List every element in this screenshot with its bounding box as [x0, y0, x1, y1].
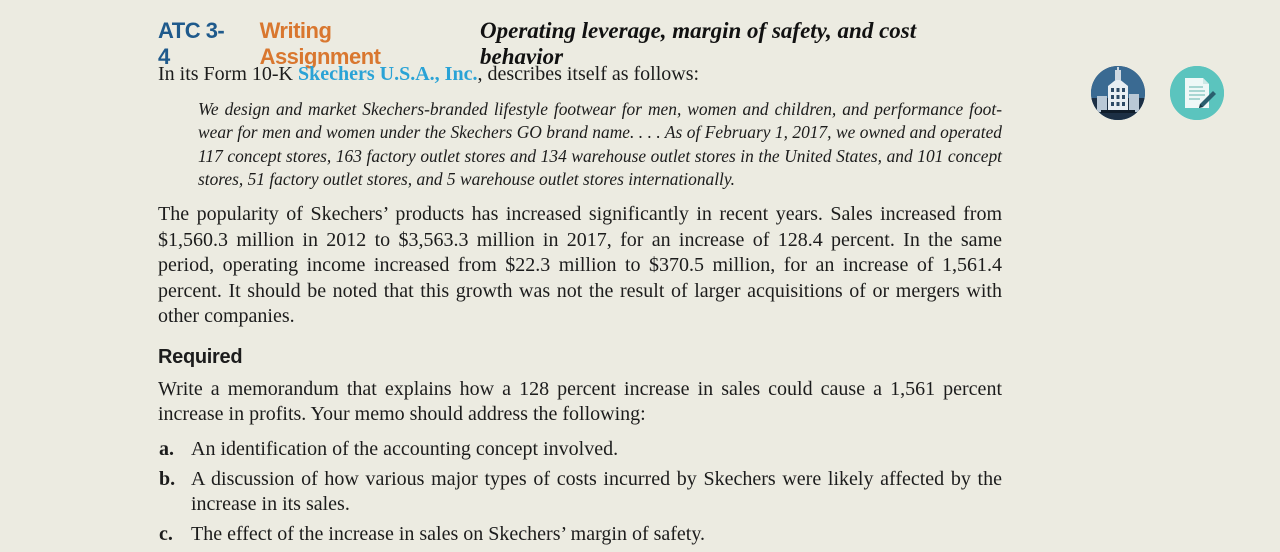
requirement-list — [158, 437, 1002, 547]
task-description: Write a memorandum that explains how a 128 percent increase in sales could cause a 1,561 percent increase in profits. Your memo should address the following: — [158, 377, 1002, 425]
list-item — [158, 467, 1002, 517]
assignment-type: Writing Assignment — [259, 18, 381, 69]
list-item-label: a. — [159, 437, 174, 460]
intro-after: , describes itself as follows: — [477, 63, 700, 85]
intro-before: In its Form 10-K — [158, 63, 298, 85]
list-item-text: The effect of the increase in sales on Skechers’ margin of safety. — [191, 522, 706, 545]
assignment-code: ATC 3-4 — [158, 18, 225, 69]
context-paragraph: The popularity of Skechers’ products has increased significantly in recent years. Sales increased from $1,560.3 million in 2012 to $3,563.3 million in 2017, for an increase of 128.4 percent. In the same period, operating income increased from $22.3 million to $370.5 million, for an increase of 1,561.4 percent. It should be noted that this growth was not the result of larger acquisitions of or mergers with other companies. — [158, 203, 1002, 328]
list-item — [158, 437, 1002, 462]
list-item-text: A discussion of how various major types of costs incurred by Skechers were likely affected by the increase in its sales. — [191, 467, 1002, 515]
assignment-title: Operating leverage, margin of safety, and cost behavior — [480, 18, 917, 69]
required-heading: Required — [158, 345, 243, 368]
building-icon — [1091, 66, 1145, 120]
list-item-label: b. — [159, 467, 176, 490]
document-pen-icon — [1170, 66, 1224, 120]
company-name: Skechers U.S.A., Inc. — [298, 63, 478, 85]
assignment-header — [158, 18, 1002, 69]
assignment-page — [158, 18, 1002, 552]
list-item — [158, 522, 1002, 547]
company-quote: We design and market Skechers-branded lifestyle footwear for men, women and children, and performance foot-wear for men and women under the Skechers GO brand name. . . . As of February 1, 2017, we owned and operated 117 concept stores, 163 factory outlet stores and 134 warehouse outlet stores in the United States, and 101 concept stores, 51 factory outlet stores, and 5 warehouse outlet stores internationally. — [198, 99, 1002, 189]
list-item-text: An identification of the accounting concept involved. — [191, 437, 619, 460]
list-item-label: c. — [159, 522, 173, 545]
